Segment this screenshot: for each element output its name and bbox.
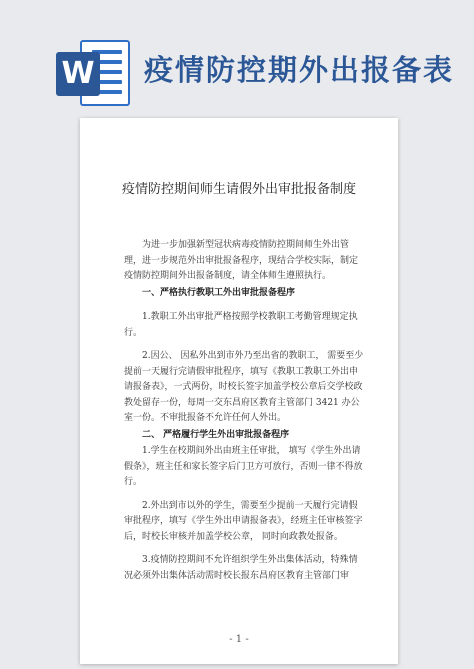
paragraph: 2.外出到市以外的学生，需要至少提前一天履行完请假审批程序，填写《学生外出申请报备表》，经班主任审核签字后，时校长审核并加盖学校公章， 同时向政教处报备。 xyxy=(124,500,363,542)
paragraph: 1.教职工外出审批严格按照学校教职工考勤管理规定执行。 xyxy=(124,312,358,338)
intro-paragraph: 为进一步加强新型冠状病毒疫情防控期间师生外出管理，进一步规范外出审批报备程序，现结合学校实际，制定疫情防控期间外出报备制度，请全体师生遵照执行。 xyxy=(124,240,359,281)
section-heading: 一、严格执行教职工外出审批报备程序 xyxy=(142,287,296,298)
document-title: 疫情防控期间师生请假外出审批报备制度 xyxy=(121,182,356,197)
paragraph: 2.因公、 因私外出到市外乃至出省的教职工， 需要至少提前一天履行完请假审批程序，填写《教职工教职工外出申请报备表》，一式两份，时校长签字加盖学校公章后交学校政教处留存一份，每周一交东昌府区教育主管部门 3421 办公室一份。不审批报备不允许任何人外出。 xyxy=(124,351,364,423)
word-icon-letter: W xyxy=(56,52,100,96)
section-heading: 二、 严格履行学生外出审批报备程序 xyxy=(142,429,290,440)
banner-title: 疫情防控期外出报备表 xyxy=(144,53,455,87)
paragraph: 1.学生在校期间外出由班主任审批， 填写《学生外出请假条》，班主任和家长签字后门卫方可放行，否则一律不得放行。 xyxy=(124,446,363,487)
document-page xyxy=(80,118,398,664)
document-body xyxy=(124,238,364,584)
word-document-icon xyxy=(56,40,130,106)
banner xyxy=(0,0,474,118)
paragraph: 3.疫情防控期间不允许组织学生外出集体活动，特殊情况必须外出集体活动需时校长报东昌府区教育主管部门审 xyxy=(124,555,358,581)
page-number: - 1 - xyxy=(229,634,249,645)
